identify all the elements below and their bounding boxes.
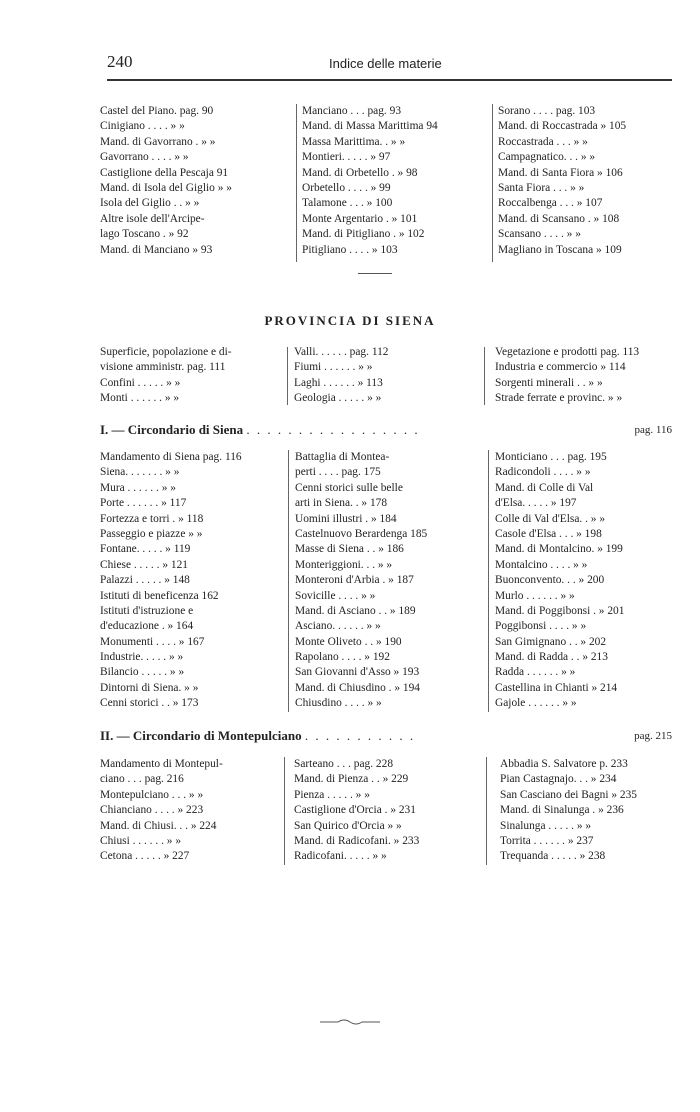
index-entry: Masse di Siena . . » 186 xyxy=(295,543,404,556)
index-entry: Laghi . . . . . . » 113 xyxy=(294,376,383,389)
column-divider xyxy=(296,104,297,262)
index-entry: Buonconvento. . . » 200 xyxy=(495,574,605,587)
index-entry: Mand. di Chiusdino . » 194 xyxy=(295,681,420,694)
siena-index-block xyxy=(100,450,672,715)
index-entry: Radicondoli . . . . » » xyxy=(495,466,591,479)
index-entry: Torrita . . . . . . » 237 xyxy=(500,834,594,847)
index-entry: Mand. di Montalcino. » 199 xyxy=(495,543,623,556)
index-column-1 xyxy=(100,104,290,258)
index-entry: Mand. di Roccastrada » 105 xyxy=(498,120,627,133)
index-entry: Chiusi . . . . . . » » xyxy=(100,834,182,847)
index-entry: Santa Fiora . . . » » xyxy=(498,181,585,194)
index-entry: Sovicille . . . . » » xyxy=(295,589,376,602)
index-entry: Uomini illustri . » 184 xyxy=(295,512,397,525)
index-entry: Sorano . . . . pag. 103 xyxy=(498,105,596,117)
index-entry: Sorgenti minerali . . » » xyxy=(495,376,603,389)
index-entry: Radicofani. . . . . » » xyxy=(294,850,387,863)
index-entry: Geologia . . . . . » » xyxy=(294,392,382,405)
circondario-page: pag. 215 xyxy=(634,730,672,742)
column-divider xyxy=(288,450,289,712)
index-entry: Industrie. . . . . » » xyxy=(100,651,184,664)
index-entry: Monti . . . . . . » » xyxy=(100,392,180,405)
index-entry: Strade ferrate e provinc. » » xyxy=(495,392,623,405)
index-entry: Mand. di Manciano » 93 xyxy=(100,243,213,256)
index-entry: arti in Siena. . » 178 xyxy=(295,497,388,510)
index-entry: Palazzi . . . . . » 148 xyxy=(100,574,190,587)
index-entry: Roccalbenga . . . » 107 xyxy=(498,197,603,210)
index-entry: Castelnuovo Berardenga 185 xyxy=(295,527,428,540)
index-entry: Abbadia S. Salvatore p. 233 xyxy=(500,758,628,770)
index-entry: Mand. di Isola del Giglio » » xyxy=(100,181,232,194)
index-entry: Vegetazione e prodotti pag. 113 xyxy=(495,346,640,358)
index-entry: Gavorrano . . . . » » xyxy=(100,151,189,164)
index-entry: Istituti d'istruzione e xyxy=(100,604,194,617)
index-column-2 xyxy=(302,104,485,258)
index-entry: Fontane. . . . . » 119 xyxy=(100,543,191,556)
index-entry: Roccastrada . . . » » xyxy=(498,135,588,148)
index-entry: Monteriggioni. . . » » xyxy=(295,558,393,571)
index-entry: San Quirico d'Orcia » » xyxy=(294,819,402,832)
index-entry: Massa Marittima. . » » xyxy=(302,135,406,148)
index-entry: San Casciano dei Bagni » 235 xyxy=(500,788,637,801)
leader-dots: . . . . . . . . . . . xyxy=(304,728,416,743)
index-entry: Mand. di Gavorrano . » » xyxy=(100,135,216,148)
index-entry: Sinalunga . . . . . » » xyxy=(500,819,592,832)
index-entry: Isola del Giglio . . » » xyxy=(100,197,200,210)
index-entry: visione amministr. pag. 111 xyxy=(100,361,226,374)
index-entry: Trequanda . . . . . » 238 xyxy=(500,850,606,863)
index-entry: d'educazione . » 164 xyxy=(100,620,194,633)
index-column-1 xyxy=(100,757,278,865)
index-entry: Mand. di Pitigliano . » 102 xyxy=(302,228,425,241)
index-entry: lago Toscano . » 92 xyxy=(100,228,189,241)
index-entry: Asciano. . . . . . » » xyxy=(295,620,381,633)
section-separator xyxy=(358,273,392,274)
index-entry: Talamone . . . » 100 xyxy=(302,197,393,210)
column-divider xyxy=(484,347,485,405)
circondario-page: pag. 116 xyxy=(634,424,672,436)
index-entry: Valli. . . . . . pag. 112 xyxy=(294,346,389,358)
index-entry: Monte Argentario . » 101 xyxy=(302,212,418,225)
index-entry: Confini . . . . . » » xyxy=(100,376,181,389)
index-entry: Monteroni d'Arbia . » 187 xyxy=(295,574,414,587)
index-entry: Chianciano . . . . » 223 xyxy=(100,804,204,817)
index-entry: Poggibonsi . . . . » » xyxy=(495,620,587,633)
index-column-2 xyxy=(295,450,480,712)
index-entry: Pitigliano . . . . » 103 xyxy=(302,243,398,256)
column-divider xyxy=(287,347,288,405)
index-entry: Altre isole dell'Arcipe- xyxy=(100,212,205,225)
index-entry: Rapolano . . . . » 192 xyxy=(295,651,390,664)
index-entry: Montieri. . . . . » 97 xyxy=(302,151,391,164)
index-entry: Gajole . . . . . . » » xyxy=(495,697,577,710)
index-entry: Magliano in Toscana » 109 xyxy=(498,243,622,256)
column-divider xyxy=(486,757,487,865)
index-column-2 xyxy=(294,345,474,407)
leader-dots: . . . . . . . . . . . . . . . . . xyxy=(246,422,420,437)
index-entry: Mand. di Pienza . . » 229 xyxy=(294,773,409,786)
index-entry: Monumenti . . . . » 167 xyxy=(100,635,205,648)
index-entry: Manciano . . . pag. 93 xyxy=(302,105,402,117)
index-entry: Monticiano . . . pag. 195 xyxy=(495,451,607,463)
index-entry: Sarteano . . . pag. 228 xyxy=(294,758,394,770)
index-entry: Colle di Val d'Elsa. . » » xyxy=(495,512,606,525)
index-column-1 xyxy=(100,450,280,712)
index-entry: Montalcino . . . . » » xyxy=(495,558,588,571)
index-entry: Bilancio . . . . . » » xyxy=(100,666,185,679)
index-entry: Radda . . . . . . » » xyxy=(495,666,576,679)
index-entry: Industria e commercio » 114 xyxy=(495,361,626,374)
index-entry: Mura . . . . . . » » xyxy=(100,481,176,494)
column-divider xyxy=(284,757,285,865)
province-title: PROVINCIA DI SIENA xyxy=(264,313,436,328)
index-column-2 xyxy=(294,757,476,865)
province-general-block xyxy=(100,345,672,409)
grosseto-index-block xyxy=(100,104,672,264)
index-entry: Battaglia di Montea- xyxy=(295,451,390,463)
page-number: 240 xyxy=(107,52,133,71)
index-entry: Pian Castagnajo. . . » 234 xyxy=(500,773,617,786)
index-entry: Dintorni di Siena. » » xyxy=(100,681,199,694)
index-entry: Mand. di Sinalunga . » 236 xyxy=(500,804,624,817)
index-entry: Mand. di Radda . . » 213 xyxy=(495,651,608,664)
closing-ornament xyxy=(320,1017,380,1027)
header-rule xyxy=(107,79,672,81)
index-entry: Montepulciano . . . » » xyxy=(100,788,204,801)
index-entry: Passeggio e piazze » » xyxy=(100,527,203,540)
index-column-3 xyxy=(495,450,672,712)
index-entry: Chiusdino . . . . » » xyxy=(295,697,382,710)
montepulciano-index-block xyxy=(100,757,672,869)
index-entry: Mand. di Orbetello . » 98 xyxy=(302,166,418,179)
index-entry: Scansano . . . . » » xyxy=(498,228,581,241)
index-entry: Siena. . . . . . . » » xyxy=(100,466,180,479)
index-entry: perti . . . . pag. 175 xyxy=(295,466,381,479)
index-entry: Orbetello . . . . » 99 xyxy=(302,181,391,194)
index-entry: Fortezza e torri . » 118 xyxy=(100,512,204,525)
circondario-heading xyxy=(100,422,672,438)
index-entry: Istituti di beneficenza 162 xyxy=(100,589,219,602)
index-entry: Casole d'Elsa . . . » 198 xyxy=(495,527,602,540)
index-entry: Castiglione della Pescaja 91 xyxy=(100,166,229,179)
index-entry: Cenni storici sulle belle xyxy=(295,481,403,494)
circondario-title: II. — Circondario di Montepulciano xyxy=(100,728,302,743)
index-entry: Mand. di Santa Fiora » 106 xyxy=(498,166,623,179)
index-entry: Cinigiano . . . . » » xyxy=(100,120,185,133)
index-entry: Mand. di Poggibonsi . » 201 xyxy=(495,604,625,617)
index-entry: Superficie, popolazione e di- xyxy=(100,346,232,358)
index-entry: Mand. di Chiusi. . . » 224 xyxy=(100,819,217,832)
circondario-heading xyxy=(100,728,672,744)
column-divider xyxy=(492,104,493,262)
index-entry: Mand. di Massa Marittima 94 xyxy=(302,120,438,133)
index-column-3 xyxy=(500,757,674,865)
index-entry: ciano . . . pag. 216 xyxy=(100,773,184,786)
index-entry: Mand. di Asciano . . » 189 xyxy=(295,604,416,617)
index-entry: Castellina in Chianti » 214 xyxy=(495,681,618,694)
index-entry: Fiumi . . . . . . » » xyxy=(294,361,373,374)
index-entry: Mand. di Colle di Val xyxy=(495,481,594,494)
index-entry: Mandamento di Siena pag. 116 xyxy=(100,451,242,463)
index-entry: Mand. di Radicofani. » 233 xyxy=(294,834,420,847)
index-entry: Murlo . . . . . . » » xyxy=(495,589,575,602)
index-entry: San Gimignano . . » 202 xyxy=(495,635,607,648)
index-entry: Porte . . . . . . » 117 xyxy=(100,497,187,510)
index-entry: Chiese . . . . . » 121 xyxy=(100,558,188,571)
page-header xyxy=(107,52,672,78)
index-entry: d'Elsa. . . . . » 197 xyxy=(495,497,577,510)
index-column-1 xyxy=(100,345,280,407)
index-entry: Cetona . . . . . » 227 xyxy=(100,850,190,863)
running-title: Indice delle materie xyxy=(329,56,442,71)
circondario-title: I. — Circondario di Siena xyxy=(100,422,244,437)
column-divider xyxy=(488,450,489,712)
index-entry: Campagnatico. . . » » xyxy=(498,151,596,164)
index-entry: Cenni storici . . » 173 xyxy=(100,697,199,710)
index-column-3 xyxy=(495,345,672,407)
index-entry: Castel del Piano. pag. 90 xyxy=(100,105,214,117)
index-entry: Castiglione d'Orcia . » 231 xyxy=(294,804,416,817)
index-entry: San Giovanni d'Asso » 193 xyxy=(295,666,420,679)
index-entry: Monte Oliveto . . » 190 xyxy=(295,635,402,648)
index-entry: Mandamento di Montepul- xyxy=(100,758,223,770)
index-column-3 xyxy=(498,104,674,258)
index-entry: Mand. di Scansano . » 108 xyxy=(498,212,620,225)
index-entry: Pienza . . . . . » » xyxy=(294,788,370,801)
